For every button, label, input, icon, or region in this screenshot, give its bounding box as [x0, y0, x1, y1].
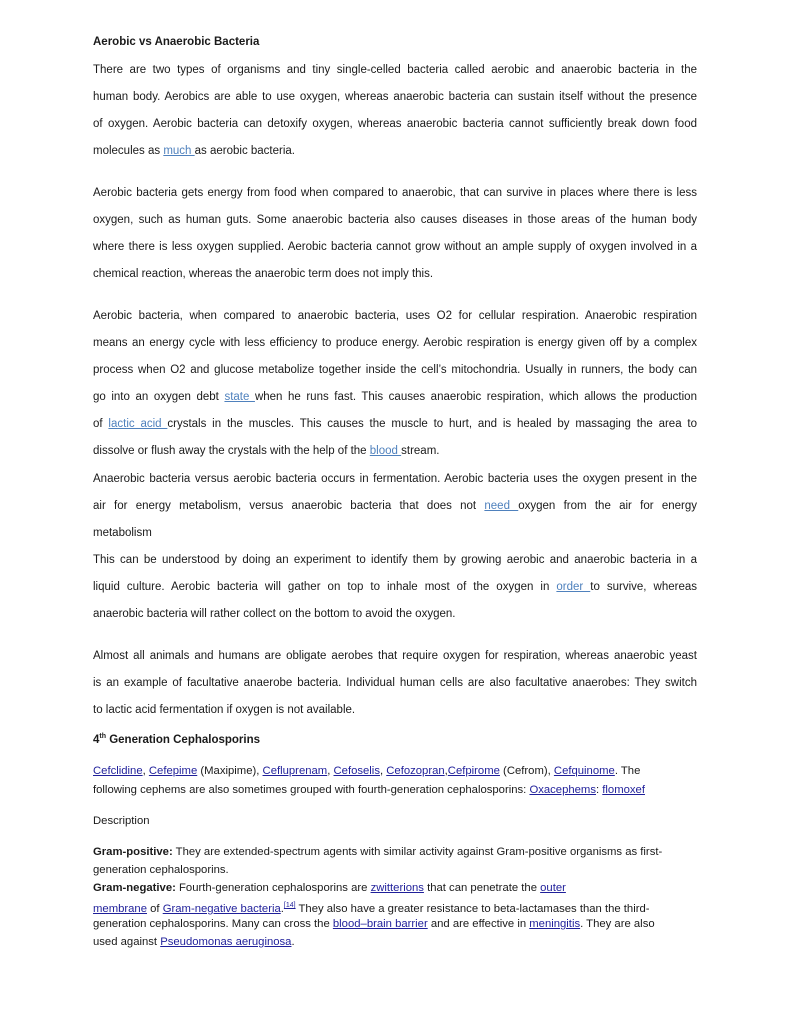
link-outer[interactable]: outer [540, 882, 566, 894]
link-blood-brain-barrier[interactable]: blood–brain barrier [332, 918, 428, 930]
text-span: : [596, 784, 603, 796]
link-state[interactable]: state [224, 391, 255, 403]
gram-positive-line-1 [93, 844, 697, 860]
gram-negative-line-3 [93, 916, 697, 932]
paragraph-4-line-3: metabolism [93, 527, 152, 539]
text-span: go into an oxygen debt [93, 391, 225, 403]
text-span: (Maxipime), [197, 765, 263, 777]
link-order[interactable]: order [556, 581, 591, 593]
text-span: and are effective in [427, 918, 530, 930]
gram-negative-line-4 [93, 934, 697, 950]
gram-negative-line-1 [93, 880, 697, 896]
paragraph-5-line-1: This can be understood by doing an experiment to identify them by growing aerobic and anaerobic bacteria in a [93, 554, 697, 566]
paragraph-4-line-2 [93, 498, 697, 514]
text-span: following cephems are also sometimes grouped with fourth-generation cephalosporins: [93, 784, 530, 796]
heading-superscript: th [99, 733, 107, 740]
text-span: of [93, 418, 109, 430]
link-cefozopran[interactable]: Cefozopran [386, 765, 445, 777]
paragraph-6-line-1: Almost all animals and humans are obligate aerobes that require oxygen for respiration, whereas anaerobic yeast [93, 650, 697, 662]
link-cefluprenam[interactable]: Cefluprenam [262, 765, 328, 777]
link-need[interactable]: need [484, 500, 519, 512]
paragraph-3-line-4 [93, 389, 697, 405]
paragraph-6-line-3: to lactic acid fermentation if oxygen is not available. [93, 704, 356, 716]
text-span: They also have a greater resistance to beta-lactamases than the third- [295, 902, 650, 915]
link-zwitterions[interactable]: zwitterions [370, 882, 424, 894]
link-much[interactable]: much [163, 145, 195, 157]
separator: , [379, 765, 387, 777]
paragraph-3-line-6 [93, 443, 697, 459]
paragraph-2-line-4: chemical reaction, whereas the anaerobic term does not imply this. [93, 268, 434, 280]
text-span: crystals in the muscles. This causes the muscle to hurt, and is healed by massaging the area to [167, 418, 698, 430]
link-flomoxef[interactable]: flomoxef [602, 784, 645, 796]
drug-list-line-2 [93, 782, 697, 798]
heading-text: Generation Cephalosporins [106, 733, 261, 746]
text-span: generation cephalosporins. Many can cross the [93, 918, 333, 930]
link-lactic-acid[interactable]: lactic acid [108, 418, 168, 430]
gram-negative-line-2 [93, 898, 697, 914]
link-pseudomonas-aeruginosa[interactable]: Pseudomonas aeruginosa [160, 936, 292, 948]
text-span: . [291, 936, 295, 948]
text-span: . The [614, 765, 641, 777]
text-span: used against [93, 936, 161, 948]
link-cefoselis[interactable]: Cefoselis [333, 765, 380, 777]
text-span: oxygen from the air for energy [518, 500, 697, 512]
paragraph-2-line-1: Aerobic bacteria gets energy from food when compared to anaerobic, that can survive in places where there is less [93, 187, 697, 199]
text-span: (Cefrom), [499, 765, 554, 777]
text-span: Fourth-generation cephalosporins are [175, 882, 371, 894]
description-label: Description [93, 815, 150, 827]
text-span: . They are also [580, 918, 655, 930]
link-meningitis[interactable]: meningitis [529, 918, 581, 930]
separator: , [327, 765, 334, 777]
text-span: that can penetrate the [423, 882, 541, 894]
paragraph-1-line-4 [93, 143, 697, 159]
text-span: to survive, whereas [590, 581, 697, 593]
text-span: They are extended-spectrum agents with similar activity against Gram-positive organisms as first- [172, 846, 663, 858]
text-span: dissolve or flush away the crystals with the help of the [93, 445, 370, 457]
separator: , [142, 765, 149, 777]
paragraph-3-line-1: Aerobic bacteria, when compared to anaerobic bacteria, uses O2 for cellular respiration. Anaerobic respiration [93, 310, 697, 322]
link-gram-negative-bacteria[interactable]: Gram-negative bacteria [162, 902, 281, 915]
gram-positive-line-2: generation cephalosporins. [93, 864, 229, 876]
paragraph-2-line-2: oxygen, such as human guts. Some anaerobic bacteria also causes diseases in those areas of the human body [93, 214, 697, 226]
link-cefpirome[interactable]: Cefpirome [447, 765, 500, 777]
paragraph-5-line-2 [93, 579, 697, 595]
text-span: as aerobic bacteria. [194, 145, 296, 157]
heading-number: 4 [93, 733, 100, 746]
paragraph-3-line-3: process when O2 and glucose metabolize together inside the cell’s mitochondria. Usually in runners, the body can [93, 364, 697, 376]
paragraph-3-line-2: means an energy cycle with less efficiency to produce energy. Aerobic respiration is energy given off by a complex [93, 337, 697, 349]
text-span: air for energy metabolism, versus anaerobic bacteria that does not [93, 500, 485, 512]
text-span: of [147, 902, 163, 915]
paragraph-5-line-3: anaerobic bacteria will rather collect on the bottom to avoid the oxygen. [93, 608, 456, 620]
text-span: molecules as [93, 145, 164, 157]
gram-positive-label: Gram-positive: [93, 846, 173, 858]
link-cefquinome[interactable]: Cefquinome [553, 765, 615, 777]
text-span: when he runs fast. This causes anaerobic respiration, which allows the production [254, 391, 697, 403]
page-title: Aerobic vs Anaerobic Bacteria [93, 36, 260, 48]
paragraph-1-line-3: of oxygen. Aerobic bacteria can detoxify oxygen, whereas anaerobic bacteria cannot sufficiently break down food [93, 118, 697, 130]
paragraph-4-line-1: Anaerobic bacteria versus aerobic bacteria occurs in fermentation. Aerobic bacteria uses the oxygen present in the [93, 473, 697, 485]
text-span: stream. [401, 445, 440, 457]
paragraph-3-line-5 [93, 416, 697, 432]
reference-link[interactable]: [14] [283, 902, 296, 909]
link-oxacephems[interactable]: Oxacephems [529, 784, 596, 796]
paragraph-6-line-2: is an example of facultative anaerobe bacteria. Individual human cells are also facultative anaerobes: They switch [93, 677, 697, 689]
link-blood[interactable]: blood [369, 445, 402, 457]
text-span: liquid culture. Aerobic bacteria will gather on top to inhale most of the oxygen in [93, 581, 557, 593]
drug-list-line-1: Cefclidine, Cefepime (Maxipime), Cefluprenam, Cefoselis, Cefozopran,Cefpirome (Cefrom), Cefquinome. The [93, 765, 641, 777]
link-cefepime[interactable]: Cefepime [148, 765, 198, 777]
gram-negative-label: Gram-negative: [93, 882, 176, 894]
paragraph-1-line-1: There are two types of organisms and tiny single-celled bacteria called aerobic and anaerobic bacteria in the [93, 64, 697, 76]
paragraph-2-line-3: where there is less oxygen supplied. Aerobic bacteria cannot grow without an ample supply of oxygen involved in a [93, 241, 697, 253]
section-heading [93, 733, 260, 746]
link-cefclidine[interactable]: Cefclidine [93, 765, 143, 777]
link-membrane[interactable]: membrane [93, 902, 147, 915]
text-span: . [280, 902, 284, 915]
paragraph-1-line-2: human body. Aerobics are able to use oxygen, whereas anaerobic bacteria can sustain itself without the presence [93, 91, 697, 103]
